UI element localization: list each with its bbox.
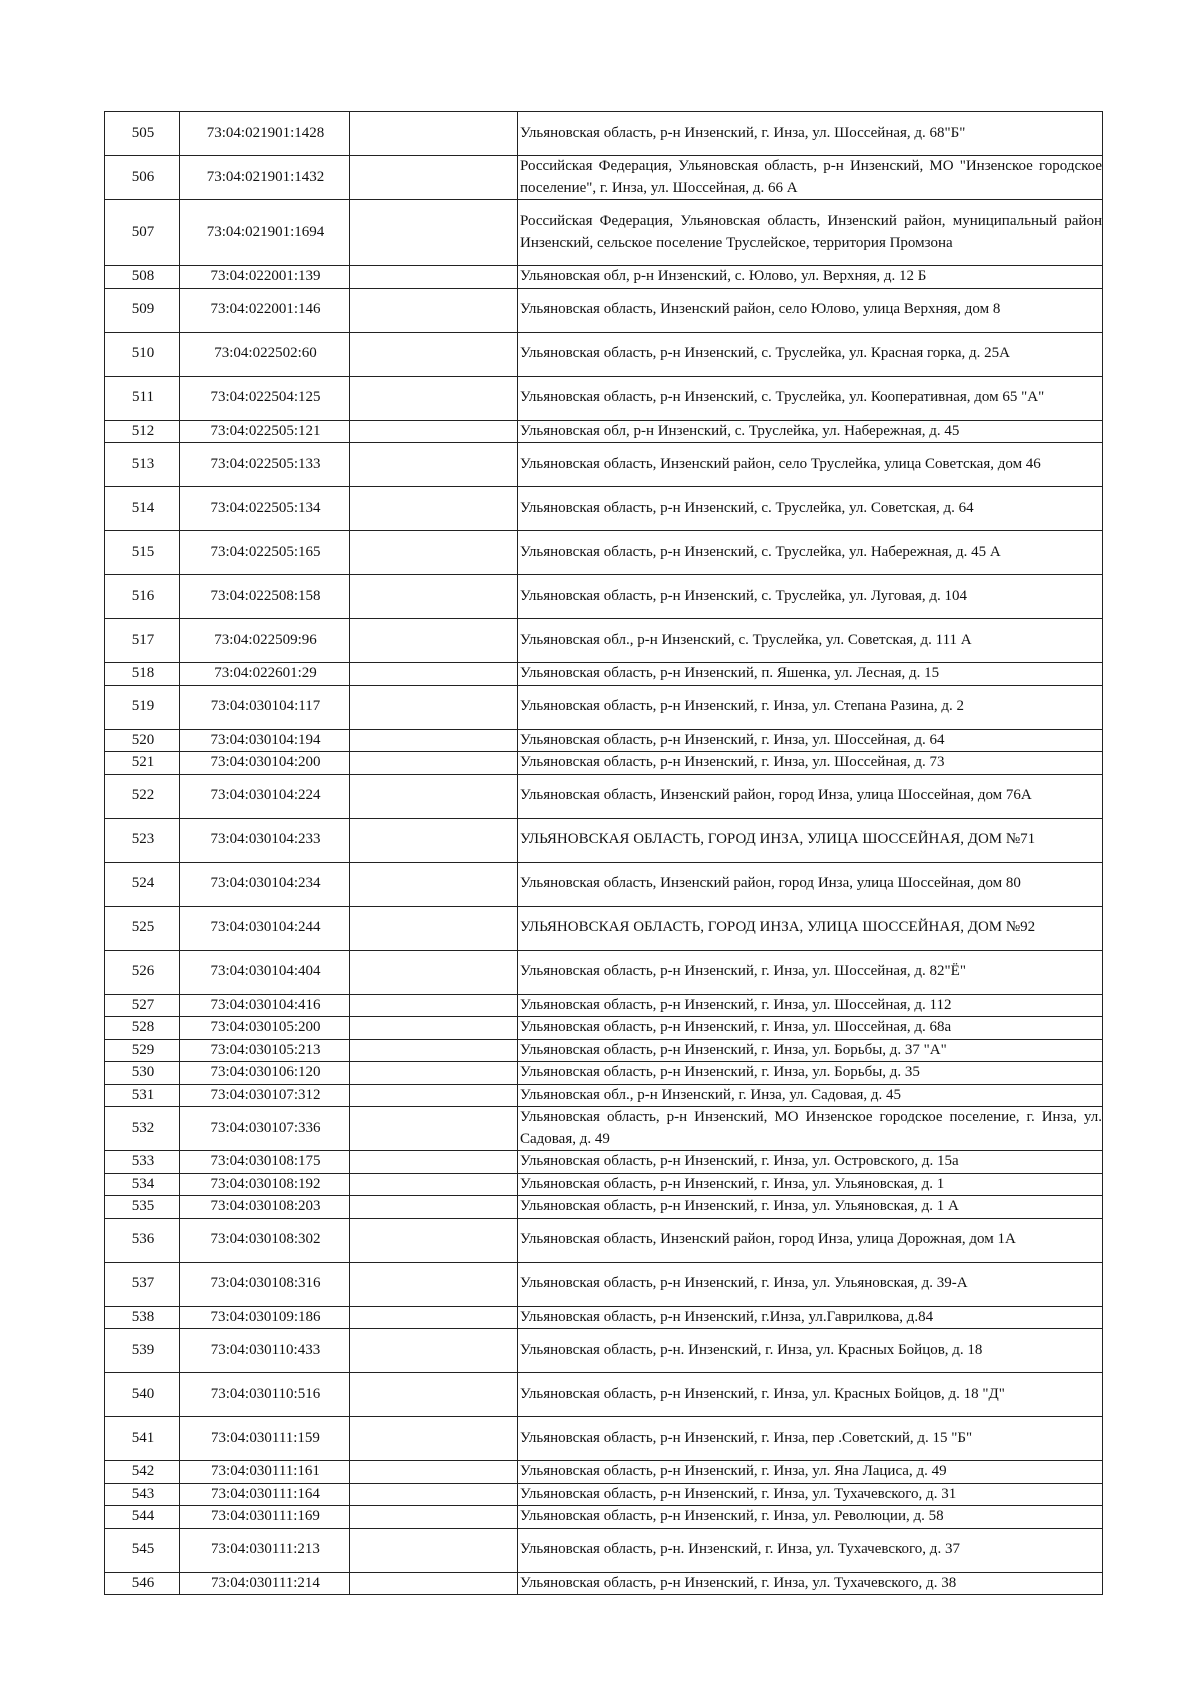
table-row (105, 1151, 1103, 1174)
row-number-cell: 532 (105, 1107, 180, 1151)
address-cell: Ульяновская область, р-н. Инзенский, г. Инза, ул. Красных Бойцов, д. 18 (518, 1329, 1103, 1373)
cadastral-number-cell: 73:04:022001:146 (180, 288, 350, 332)
address-cell: Ульяновская область, р-н Инзенский, г. Инза, ул. Борьбы, д. 35 (518, 1062, 1103, 1085)
table-row (105, 994, 1103, 1017)
cadastral-number-cell: 73:04:021901:1694 (180, 200, 350, 266)
address-cell: Ульяновская область, Инзенский район, город Инза, улица Шоссейная, дом 80 (518, 862, 1103, 906)
cadastral-number-cell: 73:04:030106:120 (180, 1062, 350, 1085)
row-number-cell: 518 (105, 663, 180, 686)
empty-cell (350, 200, 518, 266)
row-number-cell: 522 (105, 774, 180, 818)
empty-cell (350, 994, 518, 1017)
empty-cell (350, 1062, 518, 1085)
address-cell: Ульяновская обл., р-н Инзенский, с. Труслейка, ул. Советская, д. 111 А (518, 619, 1103, 663)
table-row (105, 376, 1103, 420)
row-number-cell: 516 (105, 575, 180, 619)
cadastral-number-cell: 73:04:030104:233 (180, 818, 350, 862)
empty-cell (350, 1262, 518, 1306)
cadastral-number-cell: 73:04:030104:194 (180, 729, 350, 752)
row-number-cell: 523 (105, 818, 180, 862)
empty-cell (350, 1039, 518, 1062)
address-cell: Ульяновская обл, р-н Инзенский, с. Труслейка, ул. Набережная, д. 45 (518, 420, 1103, 443)
row-number-cell: 508 (105, 266, 180, 289)
cadastral-number-cell: 73:04:030108:302 (180, 1218, 350, 1262)
row-number-cell: 520 (105, 729, 180, 752)
row-number-cell: 529 (105, 1039, 180, 1062)
address-cell: Ульяновская область, Инзенский район, село Юлово, улица Верхняя, дом 8 (518, 288, 1103, 332)
address-cell: Ульяновская область, р-н Инзенский, г. Инза, ул. Красных Бойцов, д. 18 "Д" (518, 1373, 1103, 1417)
row-number-cell: 541 (105, 1417, 180, 1461)
cadastral-number-cell: 73:04:030111:169 (180, 1506, 350, 1529)
table-row (105, 774, 1103, 818)
table-row (105, 1483, 1103, 1506)
empty-cell (350, 376, 518, 420)
row-number-cell: 528 (105, 1017, 180, 1040)
empty-cell (350, 1417, 518, 1461)
table-row (105, 1107, 1103, 1151)
table-row (105, 663, 1103, 686)
cadastral-number-cell: 73:04:030105:200 (180, 1017, 350, 1040)
cadastral-number-cell: 73:04:030108:192 (180, 1173, 350, 1196)
row-number-cell: 535 (105, 1196, 180, 1219)
empty-cell (350, 1196, 518, 1219)
table-row (105, 752, 1103, 775)
empty-cell (350, 950, 518, 994)
empty-cell (350, 487, 518, 531)
cadastral-number-cell: 73:04:030111:159 (180, 1417, 350, 1461)
empty-cell (350, 156, 518, 200)
table-row (105, 156, 1103, 200)
address-cell: Ульяновская область, Инзенский район, село Труслейка, улица Советская, дом 46 (518, 443, 1103, 487)
address-cell: УЛЬЯНОВСКАЯ ОБЛАСТЬ, ГОРОД ИНЗА, УЛИЦА ШОССЕЙНАЯ, ДОМ №92 (518, 906, 1103, 950)
table-row (105, 619, 1103, 663)
table-row (105, 531, 1103, 575)
empty-cell (350, 752, 518, 775)
empty-cell (350, 112, 518, 156)
address-cell: Ульяновская область, р-н Инзенский, г. Инза, ул. Яна Лациса, д. 49 (518, 1461, 1103, 1484)
row-number-cell: 545 (105, 1528, 180, 1572)
row-number-cell: 513 (105, 443, 180, 487)
address-cell: Ульяновская область, р-н Инзенский, г. Инза, ул. Шоссейная, д. 82"Ё" (518, 950, 1103, 994)
cadastral-number-cell: 73:04:030107:312 (180, 1084, 350, 1107)
table-row (105, 950, 1103, 994)
table-row (105, 1196, 1103, 1219)
address-cell: Ульяновская область, р-н Инзенский, г. Инза, ул. Ульяновская, д. 1 (518, 1173, 1103, 1196)
row-number-cell: 539 (105, 1329, 180, 1373)
row-number-cell: 509 (105, 288, 180, 332)
empty-cell (350, 420, 518, 443)
table-row (105, 200, 1103, 266)
table-row (105, 112, 1103, 156)
empty-cell (350, 1528, 518, 1572)
table-row (105, 1572, 1103, 1595)
empty-cell (350, 1329, 518, 1373)
cadastral-number-cell: 73:04:030110:516 (180, 1373, 350, 1417)
cadastral-number-cell: 73:04:022509:96 (180, 619, 350, 663)
table-row (105, 1062, 1103, 1085)
cadastral-number-cell: 73:04:021901:1432 (180, 156, 350, 200)
table-row (105, 1017, 1103, 1040)
cadastral-number-cell: 73:04:030104:224 (180, 774, 350, 818)
address-cell: Ульяновская область, р-н Инзенский, г. Инза, ул. Шоссейная, д. 73 (518, 752, 1103, 775)
empty-cell (350, 729, 518, 752)
cadastral-number-cell: 73:04:030111:164 (180, 1483, 350, 1506)
address-cell: Ульяновская область, р-н. Инзенский, г. Инза, ул. Тухачевского, д. 37 (518, 1528, 1103, 1572)
row-number-cell: 536 (105, 1218, 180, 1262)
address-cell: Российская Федерация, Ульяновская область, Инзенский район, муниципальный район Инзенский, сельское поселение Труслейское, территория Промзона (518, 200, 1103, 266)
address-cell: Ульяновская область, р-н Инзенский, г. Инза, ул. Тухачевского, д. 31 (518, 1483, 1103, 1506)
table-row (105, 685, 1103, 729)
cadastral-number-cell: 73:04:030104:200 (180, 752, 350, 775)
table-row (105, 1329, 1103, 1373)
empty-cell (350, 1151, 518, 1174)
empty-cell (350, 1483, 518, 1506)
table-row (105, 906, 1103, 950)
row-number-cell: 512 (105, 420, 180, 443)
row-number-cell: 521 (105, 752, 180, 775)
address-cell: Ульяновская область, Инзенский район, город Инза, улица Дорожная, дом 1А (518, 1218, 1103, 1262)
empty-cell (350, 1572, 518, 1595)
address-cell: Российская Федерация, Ульяновская область, р-н Инзенский, МО "Инзенское городское поселение", г. Инза, ул. Шоссейная, д. 66 А (518, 156, 1103, 200)
empty-cell (350, 332, 518, 376)
empty-cell (350, 663, 518, 686)
empty-cell (350, 266, 518, 289)
address-cell: Ульяновская область, р-н Инзенский, с. Труслейка, ул. Красная горка, д. 25А (518, 332, 1103, 376)
table-row (105, 1039, 1103, 1062)
address-cell: Ульяновская область, р-н Инзенский, г. Инза, ул. Шоссейная, д. 112 (518, 994, 1103, 1017)
table-row (105, 1173, 1103, 1196)
empty-cell (350, 288, 518, 332)
table-row (105, 420, 1103, 443)
cadastral-number-cell: 73:04:030104:244 (180, 906, 350, 950)
cadastral-number-cell: 73:04:022601:29 (180, 663, 350, 686)
address-cell: Ульяновская область, р-н Инзенский, с. Труслейка, ул. Набережная, д. 45 А (518, 531, 1103, 575)
table-row (105, 443, 1103, 487)
empty-cell (350, 619, 518, 663)
row-number-cell: 544 (105, 1506, 180, 1529)
row-number-cell: 505 (105, 112, 180, 156)
cadastral-number-cell: 73:04:022505:165 (180, 531, 350, 575)
cadastral-number-cell: 73:04:022508:158 (180, 575, 350, 619)
empty-cell (350, 906, 518, 950)
table-row (105, 1506, 1103, 1529)
row-number-cell: 533 (105, 1151, 180, 1174)
row-number-cell: 531 (105, 1084, 180, 1107)
table-row (105, 332, 1103, 376)
address-cell: Ульяновская область, р-н Инзенский, г. Инза, ул. Островского, д. 15а (518, 1151, 1103, 1174)
row-number-cell: 530 (105, 1062, 180, 1085)
row-number-cell: 519 (105, 685, 180, 729)
address-cell: Ульяновская область, р-н Инзенский, МО Инзенское городское поселение, г. Инза, ул. Садовая, д. 49 (518, 1107, 1103, 1151)
cadastral-number-cell: 73:04:030108:203 (180, 1196, 350, 1219)
address-cell: Ульяновская область, р-н Инзенский, г. Инза, ул. Ульяновская, д. 39-А (518, 1262, 1103, 1306)
cadastral-number-cell: 73:04:030104:234 (180, 862, 350, 906)
address-cell: Ульяновская обл., р-н Инзенский, г. Инза, ул. Садовая, д. 45 (518, 1084, 1103, 1107)
cadastral-number-cell: 73:04:030104:117 (180, 685, 350, 729)
cadastral-number-cell: 73:04:030111:214 (180, 1572, 350, 1595)
address-cell: Ульяновская область, р-н Инзенский, п. Яшенка, ул. Лесная, д. 15 (518, 663, 1103, 686)
table-row (105, 862, 1103, 906)
row-number-cell: 511 (105, 376, 180, 420)
cadastral-number-cell: 73:04:030108:316 (180, 1262, 350, 1306)
address-cell: Ульяновская область, р-н Инзенский, г. Инза, ул. Шоссейная, д. 68а (518, 1017, 1103, 1040)
row-number-cell: 510 (105, 332, 180, 376)
empty-cell (350, 1173, 518, 1196)
table-row (105, 1528, 1103, 1572)
row-number-cell: 543 (105, 1483, 180, 1506)
table-row (105, 487, 1103, 531)
table-row (105, 1262, 1103, 1306)
row-number-cell: 540 (105, 1373, 180, 1417)
row-number-cell: 507 (105, 200, 180, 266)
cadastral-number-cell: 73:04:022502:60 (180, 332, 350, 376)
row-number-cell: 514 (105, 487, 180, 531)
empty-cell (350, 1306, 518, 1329)
cadastral-number-cell: 73:04:022504:125 (180, 376, 350, 420)
address-cell: Ульяновская область, р-н Инзенский, г. Инза, ул. Борьбы, д. 37 "А" (518, 1039, 1103, 1062)
address-cell: Ульяновская область, р-н Инзенский, г. Инза, ул. Степана Разина, д. 2 (518, 685, 1103, 729)
cadastral-number-cell: 73:04:021901:1428 (180, 112, 350, 156)
empty-cell (350, 1373, 518, 1417)
empty-cell (350, 818, 518, 862)
row-number-cell: 517 (105, 619, 180, 663)
address-cell: Ульяновская область, р-н Инзенский, г. Инза, пер .Советский, д. 15 "Б" (518, 1417, 1103, 1461)
table-row (105, 818, 1103, 862)
table-row (105, 1373, 1103, 1417)
empty-cell (350, 575, 518, 619)
empty-cell (350, 1506, 518, 1529)
row-number-cell: 546 (105, 1572, 180, 1595)
table-row (105, 575, 1103, 619)
row-number-cell: 538 (105, 1306, 180, 1329)
cadastral-number-cell: 73:04:030104:416 (180, 994, 350, 1017)
empty-cell (350, 1461, 518, 1484)
cadastral-number-cell: 73:04:030108:175 (180, 1151, 350, 1174)
cadastral-number-cell: 73:04:030111:161 (180, 1461, 350, 1484)
empty-cell (350, 531, 518, 575)
empty-cell (350, 1107, 518, 1151)
table-row (105, 1084, 1103, 1107)
registry-table (104, 111, 1103, 1595)
address-cell: УЛЬЯНОВСКАЯ ОБЛАСТЬ, ГОРОД ИНЗА, УЛИЦА ШОССЕЙНАЯ, ДОМ №71 (518, 818, 1103, 862)
cadastral-number-cell: 73:04:022505:133 (180, 443, 350, 487)
table-row (105, 1306, 1103, 1329)
table-row (105, 288, 1103, 332)
cadastral-number-cell: 73:04:030107:336 (180, 1107, 350, 1151)
row-number-cell: 534 (105, 1173, 180, 1196)
table-row (105, 266, 1103, 289)
address-cell: Ульяновская область, р-н Инзенский, г. Инза, ул. Ульяновская, д. 1 А (518, 1196, 1103, 1219)
address-cell: Ульяновская область, р-н Инзенский, г. Инза, ул. Тухачевского, д. 38 (518, 1572, 1103, 1595)
address-cell: Ульяновская область, р-н Инзенский, с. Труслейка, ул. Кооперативная, дом 65 "А" (518, 376, 1103, 420)
cadastral-number-cell: 73:04:030111:213 (180, 1528, 350, 1572)
empty-cell (350, 685, 518, 729)
cadastral-number-cell: 73:04:030110:433 (180, 1329, 350, 1373)
address-cell: Ульяновская область, р-н Инзенский, г.Инза, ул.Гаврилкова, д.84 (518, 1306, 1103, 1329)
address-cell: Ульяновская область, р-н Инзенский, г. Инза, ул. Шоссейная, д. 64 (518, 729, 1103, 752)
cadastral-number-cell: 73:04:030104:404 (180, 950, 350, 994)
empty-cell (350, 1218, 518, 1262)
cadastral-number-cell: 73:04:022505:134 (180, 487, 350, 531)
table-row (105, 729, 1103, 752)
row-number-cell: 537 (105, 1262, 180, 1306)
row-number-cell: 526 (105, 950, 180, 994)
registry-body (105, 112, 1103, 1595)
empty-cell (350, 1017, 518, 1040)
cadastral-number-cell: 73:04:022001:139 (180, 266, 350, 289)
cadastral-number-cell: 73:04:030105:213 (180, 1039, 350, 1062)
row-number-cell: 524 (105, 862, 180, 906)
table-row (105, 1218, 1103, 1262)
cadastral-number-cell: 73:04:022505:121 (180, 420, 350, 443)
address-cell: Ульяновская область, Инзенский район, город Инза, улица Шоссейная, дом 76А (518, 774, 1103, 818)
table-row (105, 1417, 1103, 1461)
row-number-cell: 525 (105, 906, 180, 950)
address-cell: Ульяновская область, р-н Инзенский, с. Труслейка, ул. Луговая, д. 104 (518, 575, 1103, 619)
row-number-cell: 542 (105, 1461, 180, 1484)
empty-cell (350, 862, 518, 906)
row-number-cell: 506 (105, 156, 180, 200)
row-number-cell: 515 (105, 531, 180, 575)
cadastral-number-cell: 73:04:030109:186 (180, 1306, 350, 1329)
empty-cell (350, 774, 518, 818)
row-number-cell: 527 (105, 994, 180, 1017)
address-cell: Ульяновская область, р-н Инзенский, г. Инза, ул. Шоссейная, д. 68"Б" (518, 112, 1103, 156)
empty-cell (350, 1084, 518, 1107)
table-row (105, 1461, 1103, 1484)
address-cell: Ульяновская обл, р-н Инзенский, с. Юлово, ул. Верхняя, д. 12 Б (518, 266, 1103, 289)
address-cell: Ульяновская область, р-н Инзенский, с. Труслейка, ул. Советская, д. 64 (518, 487, 1103, 531)
address-cell: Ульяновская область, р-н Инзенский, г. Инза, ул. Революции, д. 58 (518, 1506, 1103, 1529)
empty-cell (350, 443, 518, 487)
